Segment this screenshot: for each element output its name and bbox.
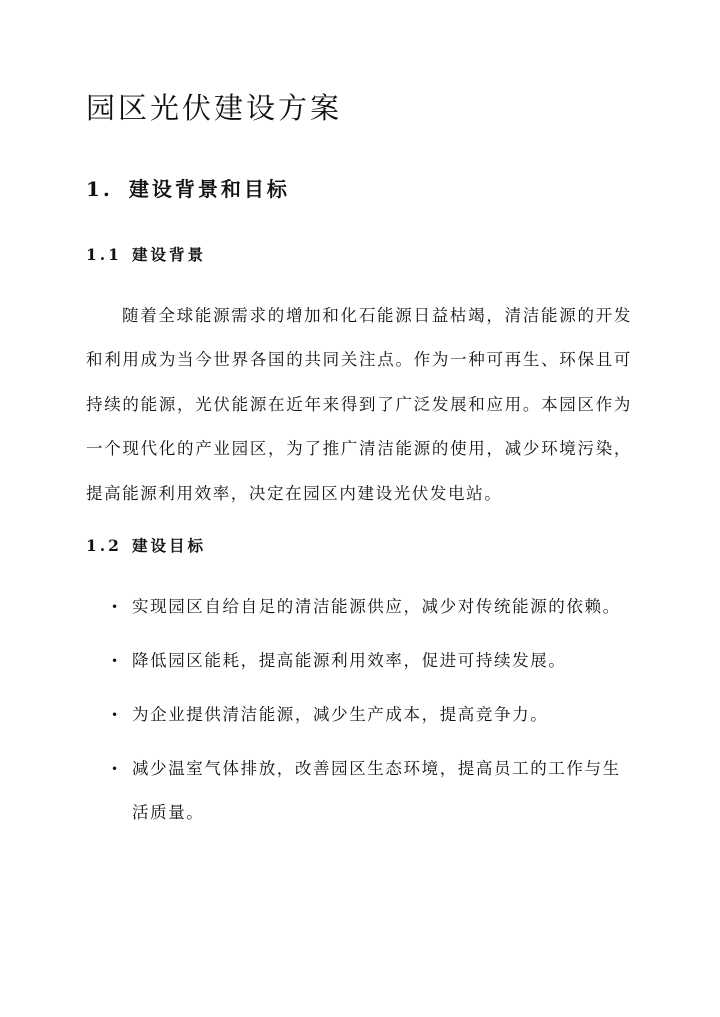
goal-item — [86, 747, 632, 835]
background-paragraph: 随着全球能源需求的增加和化石能源日益枯竭，清洁能源的开发和利用成为当今世界各国的共同关注点。作为一种可再生、环保且可持续的能源，光伏能源在近年来得到了广泛发展和应用。本园区作为一个现代化的产业园区，为了推广清洁能源的使用，减少环境污染，提高能源利用效率，决定在园区内建设光伏发电站。 — [86, 306, 632, 503]
goal-text: 实现园区自给自足的清洁能源供应，减少对传统能源的依赖。 — [132, 597, 621, 616]
document-title: 园区光伏建设方案 — [86, 91, 343, 125]
bullet-icon: • — [111, 654, 120, 668]
goals-list — [86, 585, 632, 845]
section-number: 1. — [86, 177, 113, 201]
goal-text: 降低园区能耗，提高能源利用效率，促进可持续发展。 — [132, 651, 567, 670]
goal-text: 减少温室气体排放，改善园区生态环境，提高员工的工作与生活质量。 — [132, 759, 621, 822]
bullet-icon: • — [111, 762, 120, 776]
section-title: 建设背景和目标 — [128, 177, 290, 201]
bullet-icon: • — [111, 708, 120, 722]
goal-item — [86, 639, 632, 683]
subsection-title: 建设背景 — [131, 245, 206, 264]
subsection-heading-background — [86, 242, 206, 268]
goal-text: 为企业提供清洁能源，减少生产成本，提高竞争力。 — [132, 705, 549, 724]
subsection-title: 建设目标 — [131, 536, 206, 555]
subsection-heading-goals — [86, 533, 206, 559]
subsection-number: 1.2 — [86, 536, 122, 555]
subsection-number: 1.1 — [86, 245, 122, 264]
section-heading-1 — [86, 172, 290, 206]
goal-item — [86, 693, 632, 737]
goal-item — [86, 585, 632, 629]
bullet-icon: • — [111, 600, 120, 614]
